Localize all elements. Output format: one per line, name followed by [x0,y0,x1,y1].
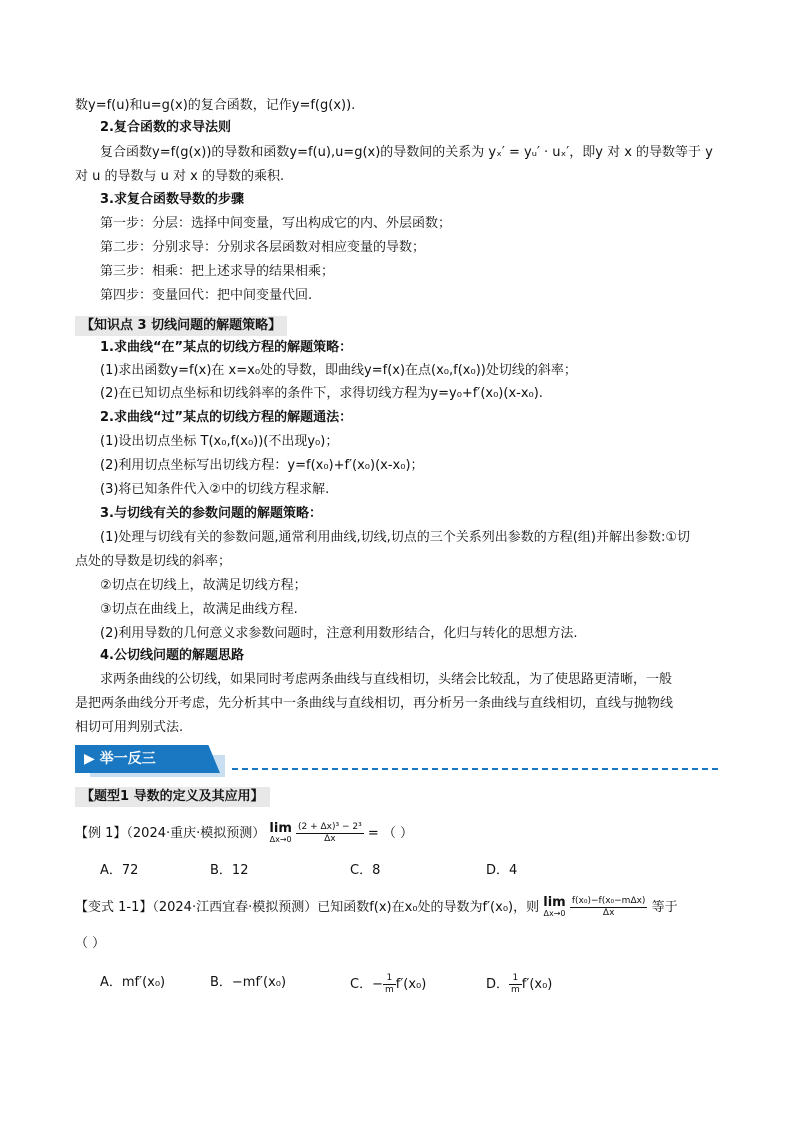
text-line: (2)在已知切点坐标和切线斜率的条件下，求得切线方程为y=y₀+f′(x₀)(x-x₀). [100,386,543,401]
lim-text: lim [543,894,566,910]
lim-subscript: Δx→0 [269,834,292,844]
section-heading: 3.求复合函数导数的步骤 [100,192,244,207]
section-heading: 4.公切线问题的解题思路 [100,648,244,663]
text-line: (3)将已知条件代入②中的切线方程求解. [100,482,330,497]
section-heading: 3.与切线有关的参数问题的解题策略： [100,506,322,521]
text-line: ②切点在切线上，故满足切线方程； [100,578,307,593]
question-type-heading: 【题型1 导数的定义及其应用】 [75,787,270,807]
fraction-numerator: 1 [509,973,522,985]
step-line: 第四步：变量回代：把中间变量代回. [100,288,313,303]
variant-suffix: 等于 [651,900,678,915]
text-line: (1)处理与切线有关的参数问题,通常利用曲线,切线,切点的三个关系列出参数的方程(组)并解出参数:①切 [100,530,690,545]
option-c [350,973,426,996]
fraction [570,896,648,919]
example-1-suffix: = （ ） [367,826,414,841]
fraction [509,973,522,996]
variant-1-1 [75,896,678,919]
step-line: 第三步：相乘：把上述求导的结果相乘； [100,264,335,279]
text-line: (1)设出切点坐标 T(x₀,f(x₀))(不出现y₀)； [100,434,339,449]
fraction-numerator: f(x₀)−f(x₀−mΔx) [571,896,646,906]
fraction-denominator: m [511,985,520,995]
fraction-numerator: 1 [383,973,396,985]
text-line: 是把两条曲线分开考虑，先分析其中一条曲线与直线相切，再分析另一条曲线与直线相切，直线与抛物线 [75,696,674,711]
section-heading: 2.求曲线“过”某点的切线方程的解题通法： [100,410,353,425]
answer-paren: （ ） [75,936,106,951]
option-d: D．4 [486,863,518,878]
fraction-denominator: Δx [602,908,615,918]
example-1 [75,822,413,845]
text-line: 对 u 的导数与 u 对 x 的导数的乘积. [75,169,285,184]
limit-symbol [269,820,292,845]
fraction-denominator: Δx [324,834,336,844]
text-line: 点处的导数是切线的斜率； [75,554,232,569]
option-c-label: C．− [350,977,383,992]
option-b: B．12 [210,863,249,878]
banner-title: ▶ 举一反三 [84,751,156,767]
text-line: ③切点在曲线上，故满足曲线方程. [100,602,298,617]
option-d-label: D． [486,977,510,992]
fraction [296,822,364,845]
banner-divider [232,768,718,770]
section-heading: 2.复合函数的求导法则 [100,120,231,135]
text-line: 数y=f(u)和u=g(x)的复合函数，记作y=f(g(x)). [75,98,356,113]
fraction-denominator: m [384,985,394,995]
fraction [383,973,396,996]
section-heading: 1.求曲线“在”某点的切线方程的解题策略： [100,340,353,355]
text-line: 求两条曲线的公切线，如果同时考虑两条曲线与直线相切，头绪会比较乱，为了使思路更清晰，一般 [100,672,673,687]
option-b: B．−mf′(x₀) [210,975,287,990]
fraction-numerator: (2 + Δx)³ − 2³ [298,822,362,832]
text-line: 复合函数y=f(g(x))的导数和函数y=f(u),u=g(x)的导数间的关系为 yₓ′ = yᵤ′ · uₓ′，即y 对 x 的导数等于 y [100,145,713,160]
option-c: C．8 [350,863,381,878]
option-a: A．72 [100,863,139,878]
knowledge-point-heading: 【知识点 3 切线问题的解题策略】 [75,316,287,336]
step-line: 第一步：分层：选择中间变量，写出构成它的内、外层函数； [100,216,452,231]
option-a: A．mf′(x₀) [100,975,166,990]
text-line: (2)利用导数的几何意义求参数问题时，注意利用数形结合，化归与转化的思想方法. [100,626,578,641]
lim-subscript: Δx→0 [543,908,566,918]
option-c-tail: f′(x₀) [395,977,427,992]
text-line: 相切可用判别式法. [75,720,184,735]
variant-prefix: 【变式 1-1】（2024·江西宜春·模拟预测）已知函数f(x)在x₀处的导数为f′(x₀)，则 [75,900,540,915]
lim-text: lim [269,820,292,836]
option-d-tail: f′(x₀) [521,977,553,992]
example-1-prefix: 【例 1】（2024·重庆·模拟预测） [75,826,266,841]
option-d [486,973,552,996]
limit-symbol [543,894,566,919]
step-line: 第二步：分别求导：分别求各层函数对相应变量的导数； [100,240,426,255]
text-line: (1)求出函数y=f(x)在 x=x₀处的导数，即曲线y=f(x)在点(x₀,f(x₀))处切线的斜率； [100,363,577,378]
text-line: (2)利用切点坐标写出切线方程：y=f(x₀)+f′(x₀)(x-x₀)； [100,458,424,473]
